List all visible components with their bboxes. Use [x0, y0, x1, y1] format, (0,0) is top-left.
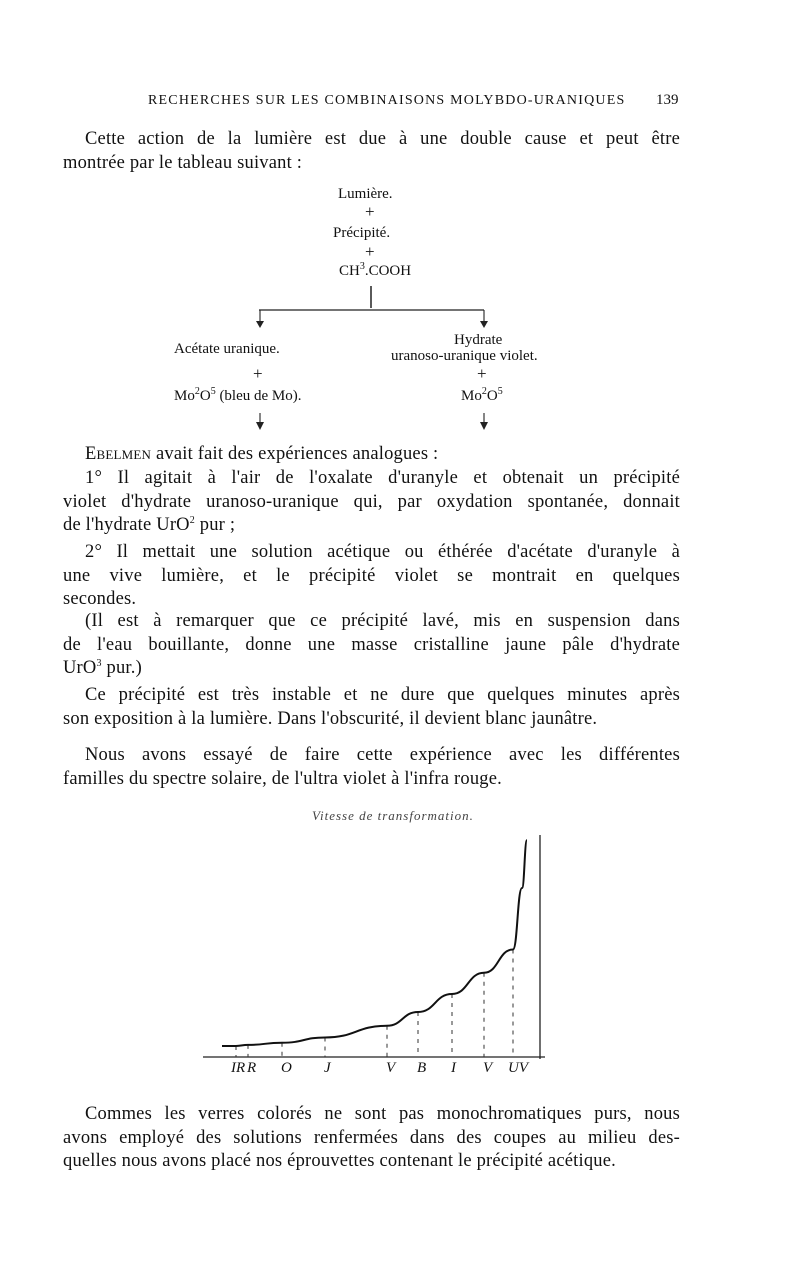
text-line: 2° Il mettait une solution acétique ou éthérée d'acétate d'uranyle à	[85, 542, 680, 562]
text-line: Nous avons essayé de faire cette expérience avec les différentes	[85, 745, 680, 765]
text-line: de l'eau bouillante, donne une masse cristalline jaune pâle d'hydrate	[63, 634, 680, 655]
point-one-paragraph	[63, 467, 680, 538]
text-line: Ebelmen avait fait des expériences analogues :	[85, 444, 439, 464]
scheme-precipitate: Précipité.	[333, 225, 391, 241]
text-line: Commes les verres colorés ne sont pas monochromatiques purs, nous	[85, 1104, 680, 1124]
band-label: J	[324, 1060, 331, 1076]
text-line: UrO$^3$ pur.)	[63, 657, 142, 678]
scheme-left-product: Acétate uranique.	[174, 341, 280, 357]
text-line: avons employé des solutions renfermées dans des coupes au milieu des-	[63, 1127, 680, 1148]
data-point	[483, 972, 485, 974]
scheme-plus: +	[365, 202, 375, 221]
author-name: Ebelmen	[85, 444, 152, 464]
point-two-paragraph	[63, 541, 680, 612]
band-label: B	[417, 1060, 427, 1076]
transformation-speed-chart	[0, 825, 800, 1085]
data-point	[417, 1011, 419, 1013]
data-point	[386, 1025, 388, 1027]
remark-paragraph	[63, 610, 680, 681]
text-line: Cette action de la lumière est due à une double cause et peut être	[85, 129, 680, 149]
data-point	[281, 1042, 283, 1044]
band-label: V	[386, 1060, 396, 1076]
text-line: une vive lumière, et le précipité violet se montrait en quelques	[63, 565, 680, 586]
scheme-right-oxide: $Mo^2O^5$	[461, 386, 503, 404]
figure-caption: Vitesse de transformation.	[312, 808, 474, 823]
data-point	[512, 949, 514, 951]
instability-paragraph	[63, 684, 680, 731]
scheme-right-product-line1: Hydrate	[454, 332, 503, 348]
band-label: UV	[508, 1060, 528, 1076]
band-label: IR	[231, 1060, 246, 1076]
text-line: quelles nous avons placé nos éprouvettes contenant le précipité acétique.	[63, 1151, 616, 1171]
band-label: O	[281, 1060, 292, 1076]
text-line: secondes.	[63, 589, 137, 609]
data-point	[247, 1044, 249, 1046]
band-label: R	[247, 1060, 257, 1076]
text-line: montrée par le tableau suivant :	[63, 152, 303, 173]
text-line: familles du spectre solaire, de l'ultra violet à l'infra rouge.	[63, 768, 502, 789]
scheme-plus: +	[253, 364, 263, 383]
experiment-paragraph	[63, 744, 680, 791]
ebelmen-paragraph	[63, 443, 680, 467]
data-point	[324, 1037, 326, 1039]
text-line: Ce précipité est très instable et ne dure que quelques minutes après	[85, 685, 680, 705]
text-line: son exposition à la lumière. Dans l'obscurité, il devient blanc jaunâtre.	[63, 708, 598, 729]
scheme-plus: +	[365, 242, 375, 261]
text-line: (Il est à remarquer que ce précipité lavé, mis en suspension dans	[85, 611, 680, 631]
text-line: violet d'hydrate uranoso-uranique qui, par oxydation spontanée, donnait	[63, 491, 680, 512]
scheme-left-oxide: $Mo^2O^5$ (bleu de Mo).	[174, 386, 302, 404]
scheme-acetic-acid: $CH^3.COOH$	[339, 261, 412, 279]
scheme-arrows	[0, 0, 800, 460]
text-line: 1° Il agitait à l'air de l'oxalate d'uranyle et obtenait un précipité	[85, 468, 680, 488]
running-title: RECHERCHES SUR LES COMBINAISONS MOLYBDO-URANIQUES	[148, 93, 626, 108]
data-point	[235, 1045, 237, 1047]
scheme-right-product-line2: uranoso-uranique violet.	[391, 348, 538, 364]
text-line: de l'hydrate UrO$^2$ pur ;	[63, 514, 236, 535]
page-number: 139	[656, 92, 679, 108]
band-label: I	[451, 1060, 456, 1076]
band-label: V	[483, 1060, 493, 1076]
scheme-light: Lumière.	[338, 186, 393, 202]
conclusion-paragraph	[63, 1103, 680, 1174]
data-point	[451, 993, 453, 995]
speed-curve	[222, 840, 527, 1046]
scheme-plus: +	[477, 364, 487, 383]
